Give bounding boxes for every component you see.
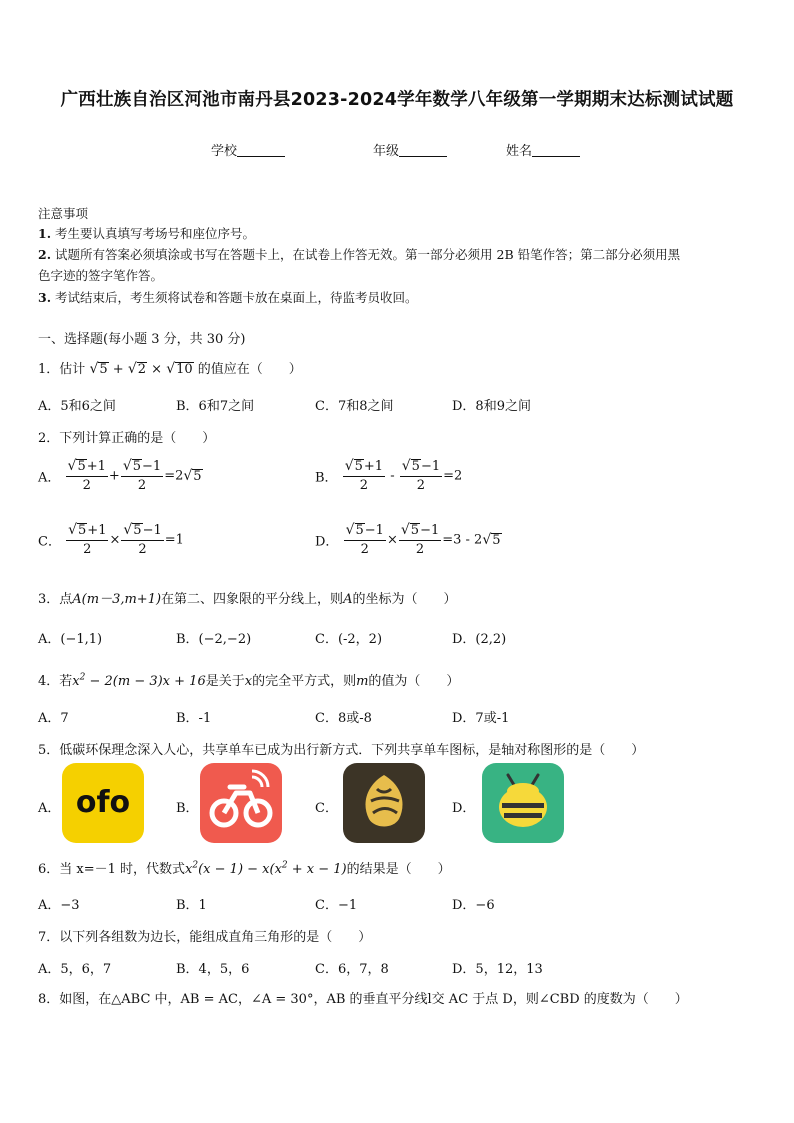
question-7: 7．以下列各组数为边长，能组成直角三角形的是（ ） <box>38 930 372 945</box>
grade-label: 年级 <box>373 144 400 159</box>
q7-option-a[interactable]: A．5，6，7 <box>38 962 112 977</box>
page-title: 广西壮族自治区河池市南丹县2023-2024学年数学八年级第一学期期末达标测试试题 <box>60 90 734 110</box>
q7-option-d[interactable]: D．5，12，13 <box>452 962 543 977</box>
question-3: 3．点A(m－3,m+1)在第二、四象限的平分线上，则A的坐标为（ ） <box>38 592 457 607</box>
q2-option-c[interactable]: C． $\frac{√5+1}{2}$ × $\frac{√5-1}{2}$ =1 <box>38 522 184 557</box>
q5-option-b-label[interactable]: B． <box>176 801 199 816</box>
q6-option-d[interactable]: D．−6 <box>452 898 495 913</box>
question-5: 5．低碳环保理念深入人心，共享单车已成为出行新方式．下列共享单车图标，是轴对称图形的是（ ） <box>38 743 645 758</box>
question-4: 4．若$x^2 - 2(m - 3)x + 16$是关于x的完全平方式，则m的值为（ ） <box>38 672 460 689</box>
q2-option-b[interactable]: B． $\frac{√5+1}{2}$ - $\frac{√5-1}{2}$ =2 <box>315 458 463 493</box>
q3-option-c[interactable]: C．(-2，2) <box>315 632 383 647</box>
q3-option-b[interactable]: B．(−2,−2) <box>176 632 252 647</box>
q2-option-a[interactable]: A． $\frac{√5+1}{2}$ + $\frac{√5-1}{2}$ =2√5 <box>38 458 202 493</box>
q6-option-a[interactable]: A．−3 <box>38 898 80 913</box>
q1-option-c[interactable]: C．7和8之间 <box>315 399 394 414</box>
question-1: 1．估计 √5 + √2 × √10 的值应在（ ） <box>38 361 302 377</box>
grade-field[interactable] <box>373 140 447 159</box>
q1-option-b[interactable]: B．6和7之间 <box>176 399 255 414</box>
note-1: 1. 考生要认真填写考场号和座位序号。 <box>38 226 256 241</box>
section-heading: 一、选择题(每小题 3 分，共 30 分) <box>38 332 246 347</box>
note-3: 3. 考试结束后，考生须将试卷和答题卡放在桌面上，待监考员收回。 <box>38 290 418 305</box>
q2-option-d[interactable]: D． $\frac{√5-1}{2}$ × $\frac{√5-1}{2}$ =3 - 2√5 <box>315 522 501 557</box>
q6-option-c[interactable]: C．−1 <box>315 898 358 913</box>
school-label: 学校 <box>211 144 238 159</box>
note-2: 2. 试题所有答案必须填涂或书写在答题卡上，在试卷上作答无效。第一部分必须用 2B 铅笔作答；第二部分必须用黑 <box>38 247 681 262</box>
question-6: 6．当 x=－1 时，代数式$x^2(x - 1) - x(x^2 + x - 1)$的结果是（ ） <box>38 860 451 877</box>
name-field[interactable] <box>506 140 580 159</box>
pinecone-icon[interactable] <box>343 763 425 843</box>
notes-heading: 注意事项 <box>38 206 89 221</box>
note-2-cont: 色字迹的签字笔作答。 <box>38 268 164 283</box>
q7-option-c[interactable]: C．6，7，8 <box>315 962 389 977</box>
question-8: 8．如图，在△ABC 中，AB = AC，∠A = 30°，AB 的垂直平分线l交 AC 于点 D，则∠CBD 的度数为（ ） <box>38 992 688 1007</box>
mobike-bicycle-icon[interactable] <box>200 763 282 843</box>
school-field[interactable] <box>211 140 285 159</box>
name-label: 姓名 <box>506 144 533 159</box>
q4-option-b[interactable]: B．-1 <box>176 711 212 726</box>
q5-option-d-label[interactable]: D． <box>452 801 476 816</box>
q1-option-a[interactable]: A．5和6之间 <box>38 399 116 414</box>
q7-option-b[interactable]: B．4，5，6 <box>176 962 250 977</box>
q3-option-d[interactable]: D．(2,2) <box>452 632 507 647</box>
q4-option-c[interactable]: C．8或-8 <box>315 711 372 726</box>
q6-option-b[interactable]: B．1 <box>176 898 207 913</box>
q5-option-a-label[interactable]: A． <box>38 801 61 816</box>
q5-option-c-label[interactable]: C． <box>315 801 338 816</box>
q3-option-a[interactable]: A．(−1,1) <box>38 632 103 647</box>
bee-icon[interactable] <box>482 763 564 843</box>
q4-option-d[interactable]: D．7或-1 <box>452 711 510 726</box>
q4-option-a[interactable]: A．7 <box>38 711 69 726</box>
ofo-icon[interactable]: ofo <box>62 763 144 843</box>
question-2: 2．下列计算正确的是（ ） <box>38 431 216 446</box>
q1-option-d[interactable]: D．8和9之间 <box>452 399 531 414</box>
